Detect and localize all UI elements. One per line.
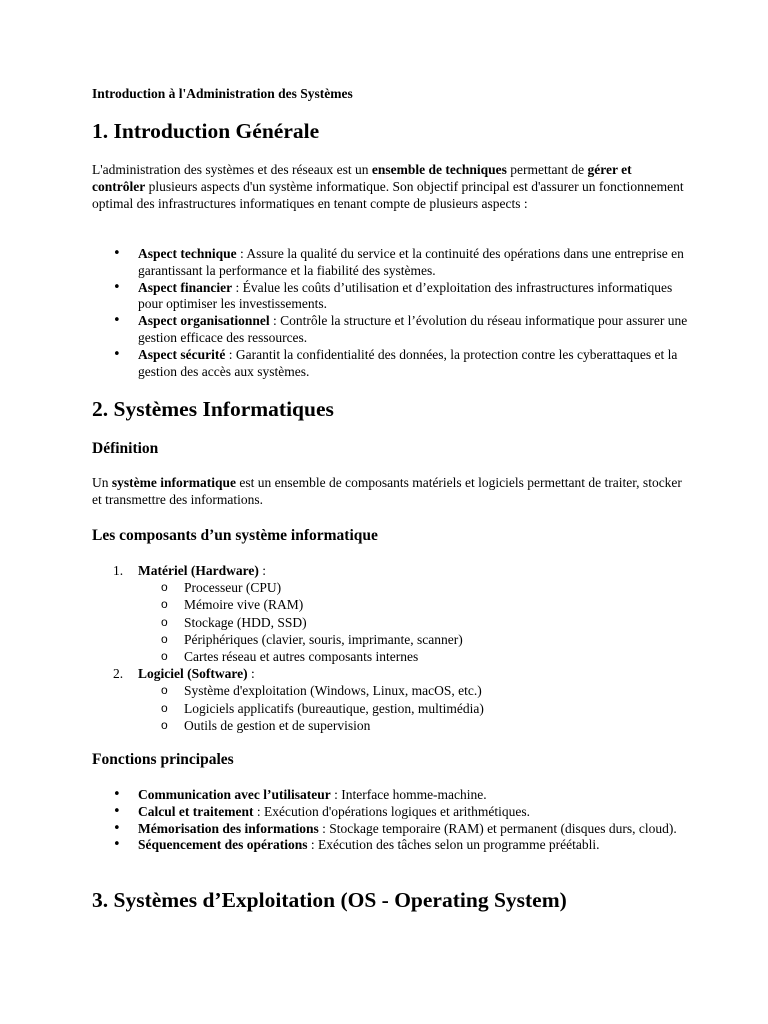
definition-heading: Définition bbox=[92, 440, 159, 457]
list-item: o Stockage (HDD, SSD) bbox=[92, 614, 692, 631]
functions-heading: Fonctions principales bbox=[92, 751, 234, 768]
list-item: o Outils de gestion et de supervision bbox=[92, 717, 692, 734]
document-title: Introduction à l'Administration des Systèmes bbox=[92, 86, 353, 101]
list-item: • Aspect organisationnel : Contrôle la structure et l’évolution du réseau informatique pour assurer une gestion efficace des ressources. bbox=[92, 313, 692, 347]
software-sublist bbox=[138, 682, 692, 734]
components-list bbox=[92, 562, 692, 734]
functions-list bbox=[92, 787, 692, 854]
list-item: • Calcul et traitement : Exécution d'opérations logiques et arithmétiques. bbox=[92, 804, 692, 821]
list-item: • Aspect financier : Évalue les coûts d’utilisation et d’exploitation des infrastructures informatiques pour optimiser les investissements. bbox=[92, 280, 692, 314]
list-item: • Aspect technique : Assure la qualité du service et la continuité des opérations dans une entreprise en garantissant la performance et la fiabilité des systèmes. bbox=[92, 246, 692, 280]
list-item: • Séquencement des opérations : Exécution des tâches selon un programme préétabli. bbox=[92, 837, 692, 854]
hardware-sublist bbox=[138, 579, 692, 665]
list-item: • Communication avec l’utilisateur : Interface homme-machine. bbox=[92, 787, 692, 804]
list-item: 2. Logiciel (Software) : o Système d'exploitation (Windows, Linux, macOS, etc.) o Logiciels applicatifs (bureautique, gestion, multimédia) o Outils de gestion et de supervision bbox=[92, 665, 692, 734]
list-item: o Logiciels applicatifs (bureautique, gestion, multimédia) bbox=[92, 700, 692, 717]
section-3-heading: 3. Systèmes d’Exploitation (OS - Operating System) bbox=[92, 888, 567, 912]
list-item: 1. Matériel (Hardware) : o Processeur (CPU) o Mémoire vive (RAM) o Stockage (HDD, SSD) o Périphériques (clavier, souris, imprimante, scanner) o Cartes réseau et autres composants internes bbox=[92, 562, 692, 665]
components-heading: Les composants d’un système informatique bbox=[92, 527, 378, 544]
list-item: o Périphériques (clavier, souris, imprimante, scanner) bbox=[92, 631, 692, 648]
list-item: o Processeur (CPU) bbox=[92, 579, 692, 596]
definition-paragraph: Un système informatique est un ensemble de composants matériels et logiciels permettant de traiter, stocker et transmettre des informations. bbox=[92, 475, 682, 507]
aspects-list bbox=[92, 246, 692, 380]
list-item: o Mémoire vive (RAM) bbox=[92, 596, 692, 613]
list-item: • Mémorisation des informations : Stockage temporaire (RAM) et permanent (disques durs, cloud). bbox=[92, 821, 692, 838]
section-1-intro: L'administration des systèmes et des réseaux est un ensemble de techniques permettant de gérer et contrôler plusieurs aspects d'un système informatique. Son objectif principal est d'assurer un fonctionnement optimal des infrastructures informatiques en tenant compte de plusieurs aspects : bbox=[92, 162, 684, 211]
list-item: o Système d'exploitation (Windows, Linux, macOS, etc.) bbox=[92, 682, 692, 699]
section-1-heading: 1. Introduction Générale bbox=[92, 119, 320, 143]
list-item: • Aspect sécurité : Garantit la confidentialité des données, la protection contre les cyberattaques et la gestion des accès aux systèmes. bbox=[92, 347, 692, 381]
list-item: o Cartes réseau et autres composants internes bbox=[92, 648, 692, 665]
section-2-heading: 2. Systèmes Informatiques bbox=[92, 397, 334, 421]
